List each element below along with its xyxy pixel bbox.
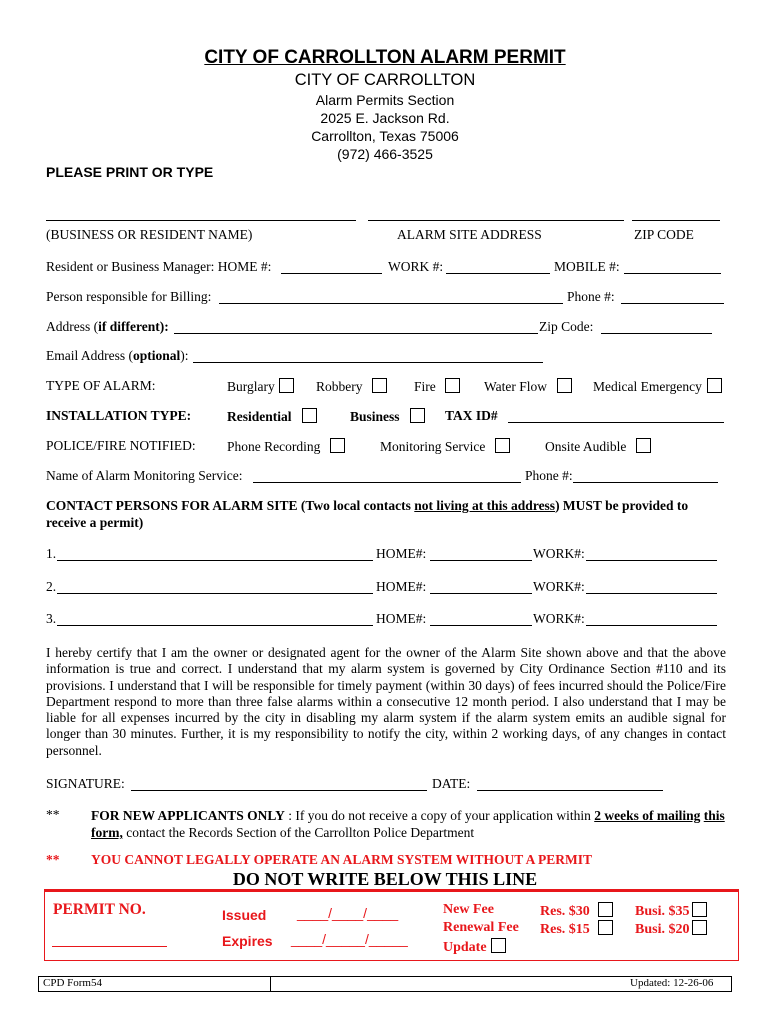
medical-checkbox[interactable] [707,378,722,393]
monitoring-phone-field[interactable] [573,482,718,483]
burglary-checkbox[interactable] [279,378,294,393]
do-not-write-heading: DO NOT WRITE BELOW THIS LINE [232,869,538,889]
print-note: PLEASE PRINT OR TYPE [46,164,214,180]
update-option[interactable]: Update [443,938,506,956]
business-name-label: (BUSINESS OR RESIDENT NAME) [46,227,253,242]
notified-label: POLICE/FIRE NOTIFIED: [46,438,196,453]
email-label: Email Address (optional): [46,348,189,363]
date-label: DATE: [432,776,471,791]
contact-3-work-field[interactable] [586,625,717,626]
contact-2-work-field[interactable] [586,593,717,594]
footer-table [38,976,732,992]
legal-warning: YOU CANNOT LEGALLY OPERATE AN ALARM SYSTEM WITHOUT A PERMIT [91,852,592,867]
update-checkbox[interactable] [491,938,506,953]
option-phone-recording[interactable]: Phone Recording [227,438,345,455]
busi20-option[interactable]: Busi. $20 [635,920,707,938]
contact-1-home-label: HOME#: [376,546,427,561]
option-fire[interactable]: Fire [414,378,460,395]
onsite-audible-checkbox[interactable] [636,438,651,453]
contact-2-number: 2. [46,579,57,594]
new-applicants-note: FOR NEW APPLICANTS ONLY : If you do not receive a copy of your application within 2 weeks of mailing this form, contact the Records Section of the Carrollton Police Department [91,808,725,840]
alarm-site-address-field[interactable] [368,220,624,221]
contact-1-name-field[interactable] [57,560,373,561]
busi20-checkbox[interactable] [692,920,707,935]
address-zip-label: Zip Code: [539,319,594,334]
manager-home-label: Resident or Business Manager: HOME #: [46,259,272,274]
footer-divider [270,976,271,992]
res30-checkbox[interactable] [598,902,613,917]
alarm-site-label: ALARM SITE ADDRESS [397,227,542,242]
permit-no-label: PERMIT NO. [53,901,146,918]
res30-option[interactable]: Res. $30 [540,902,613,920]
busi35-checkbox[interactable] [692,902,707,917]
contact-1-home-field[interactable] [430,560,532,561]
zip-code-field[interactable] [632,220,720,221]
certification-paragraph: I hereby certify that I am the owner or designated agent for the owner of the Alarm Site shown above and that the above information is true and correct. I understand that my alarm system is governed by City Ordinance Section #110 and its provisions. I understand that I will be responsible for timely payment (within 30 days) of fees incurred should the Police/Fire Department respond to more than three false alarms within a consecutive 12 month period. I also understand that I may be liable for all expenses incurred by the city in disabling my alarm system if the alarm system emits an audible signal for longer than 30 minutes. Further, it is my responsibility to notify the city, within 2 working days, of any changes in contact personnel. [46,645,726,758]
updated-date: Updated: 12-26-06 [630,977,714,989]
renewal-fee-label: Renewal Fee [443,920,519,935]
contact-2-name-field[interactable] [57,593,373,594]
residential-checkbox[interactable] [302,408,317,423]
contact-3-home-label: HOME#: [376,611,427,626]
new-fee-label: New Fee [443,902,494,917]
permit-no-field[interactable] [52,946,167,947]
monitoring-service-checkbox[interactable] [495,438,510,453]
billing-person-field[interactable] [219,303,563,304]
expires-label: Expires [222,933,273,949]
tax-id-field[interactable] [508,422,724,423]
work-phone-field[interactable] [446,273,550,274]
contact-3-name-field[interactable] [57,625,373,626]
robbery-checkbox[interactable] [372,378,387,393]
mobile-phone-field[interactable] [624,273,721,274]
contact-2-work-label: WORK#: [533,579,585,594]
contact-2-home-field[interactable] [430,593,532,594]
issued-date-field[interactable]: ____/____/____ [297,905,399,921]
email-field[interactable] [193,362,543,363]
option-onsite-audible[interactable]: Onsite Audible [545,438,651,455]
installation-type-label: INSTALLATION TYPE: [46,408,192,423]
res15-option[interactable]: Res. $15 [540,920,613,938]
address-zip-field[interactable] [601,333,712,334]
monitoring-service-field[interactable] [253,482,521,483]
note2-stars: ** [46,852,60,867]
address-field[interactable] [174,333,538,334]
contact-1-work-field[interactable] [586,560,717,561]
signature-label: SIGNATURE: [46,776,125,791]
city-name: CITY OF CARROLLTON [294,71,476,89]
form-number: CPD Form54 [43,977,102,989]
contact-2-home-label: HOME#: [376,579,427,594]
phone-number: (972) 466-3525 [337,146,433,162]
section-name: Alarm Permits Section [315,92,455,108]
home-phone-field[interactable] [281,273,382,274]
form-title: CITY OF CARROLLTON ALARM PERMIT [204,47,566,68]
fire-checkbox[interactable] [445,378,460,393]
option-robbery[interactable]: Robbery [316,378,387,395]
work-label: WORK #: [388,259,444,274]
monitoring-phone-label: Phone #: [525,468,573,483]
street-address: 2025 E. Jackson Rd. [320,110,450,126]
contact-3-work-label: WORK#: [533,611,585,626]
business-checkbox[interactable] [410,408,425,423]
zip-code-label: ZIP CODE [634,227,694,242]
signature-field[interactable] [131,790,427,791]
billing-label: Person responsible for Billing: [46,289,212,304]
contact-1-work-label: WORK#: [533,546,585,561]
issued-label: Issued [222,907,267,923]
option-monitoring-service[interactable]: Monitoring Service [380,438,510,455]
business-name-field[interactable] [46,220,356,221]
phone-recording-checkbox[interactable] [330,438,345,453]
option-medical[interactable]: Medical Emergency [593,378,722,395]
contact-3-number: 3. [46,611,57,626]
monitoring-service-label: Name of Alarm Monitoring Service: [46,468,243,483]
alarm-type-label: TYPE OF ALARM: [46,378,156,393]
address-label: Address (if different): [46,319,169,334]
busi35-option[interactable]: Busi. $35 [635,902,707,920]
note1-stars: ** [46,807,60,822]
res15-checkbox[interactable] [598,920,613,935]
date-field[interactable] [477,790,663,791]
option-water-flow[interactable]: Water Flow [484,378,572,395]
water-flow-checkbox[interactable] [557,378,572,393]
tax-id-label: TAX ID# [445,408,498,423]
expires-date-field[interactable]: ____/_____/_____ [291,931,408,947]
mobile-label: MOBILE #: [554,259,620,274]
billing-phone-label: Phone #: [567,289,615,304]
contact-1-number: 1. [46,546,57,561]
option-burglary[interactable]: Burglary [227,378,294,395]
billing-phone-field[interactable] [621,303,724,304]
contact-3-home-field[interactable] [430,625,532,626]
option-residential[interactable]: Residential [227,408,317,425]
city-state: Carrollton, Texas 75006 [311,128,459,144]
contacts-heading: CONTACT PERSONS FOR ALARM SITE (Two local contacts not living at this address) MUST be provided to receive a permit) [46,498,689,530]
option-business[interactable]: Business [350,408,425,425]
